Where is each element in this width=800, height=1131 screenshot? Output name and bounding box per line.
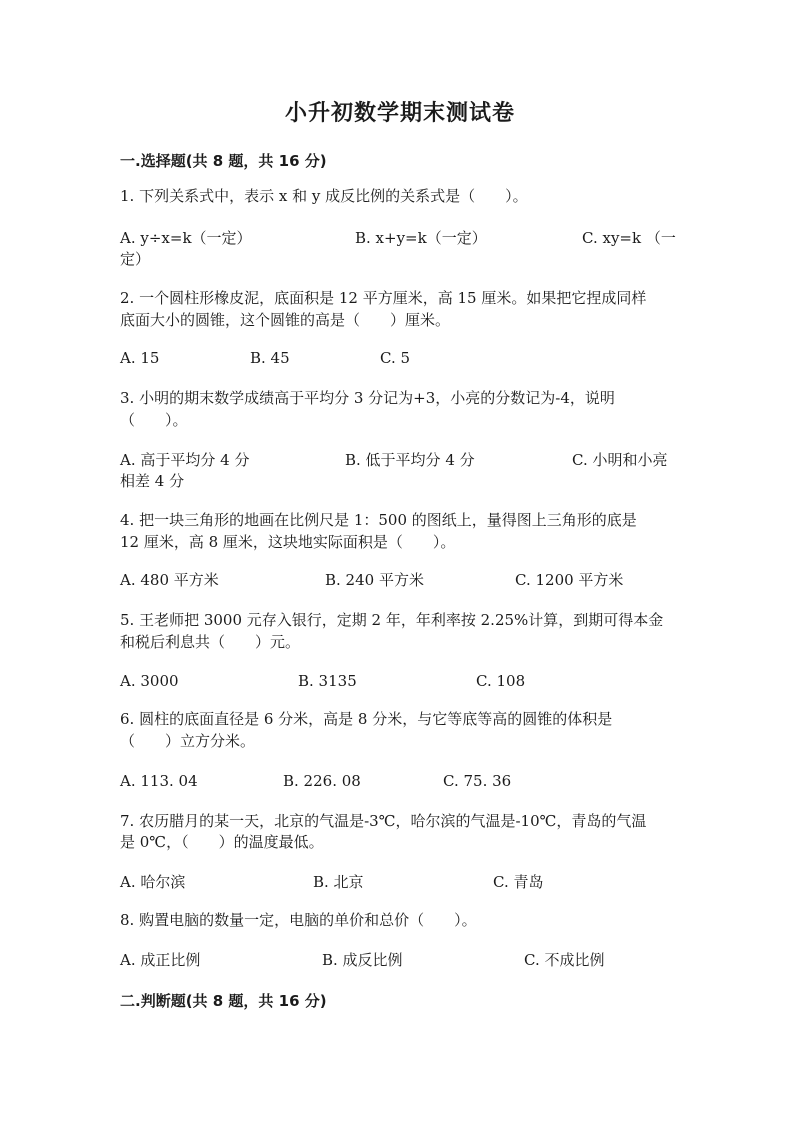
question-4-option-a: A. 480 平方米 xyxy=(120,571,219,589)
question-2-option-c: C. 5 xyxy=(380,349,411,367)
question-6-option-b: B. 226. 08 xyxy=(283,772,361,790)
question-7-option-c: C. 青岛 xyxy=(493,873,544,891)
question-4-option-b: B. 240 平方米 xyxy=(325,571,424,589)
question-4-option-c: C. 1200 平方米 xyxy=(515,571,624,589)
question-5-option-b: B. 3135 xyxy=(298,672,357,690)
question-3-option-a: A. 高于平均分 4 分 xyxy=(120,451,250,469)
question-8-text: 8. 购置电脑的数量一定，电脑的单价和总价（ ）。 xyxy=(120,911,477,929)
question-5-text-line1: 5. 王老师把 3000 元存入银行，定期 2 年，年利率按 2.25%计算，到期可得本金 xyxy=(120,611,664,629)
section-heading-choice: 一.选择题(共 8 题，共 16 分) xyxy=(120,152,327,170)
question-6-option-a: A. 113. 04 xyxy=(120,772,198,790)
question-2-text-line2: 底面大小的圆锥，这个圆锥的高是（ ）厘米。 xyxy=(120,311,451,329)
question-2-option-a: A. 15 xyxy=(120,349,160,367)
question-2-option-b: B. 45 xyxy=(250,349,290,367)
question-5-option-c: C. 108 xyxy=(476,672,526,690)
question-1-option-c: C. xy=k （一 xyxy=(582,229,676,247)
question-7-option-b: B. 北京 xyxy=(313,873,364,891)
question-2-text-line1: 2. 一个圆柱形橡皮泥，底面积是 12 平方厘米，高 15 厘米。如果把它捏成同样 xyxy=(120,289,647,307)
question-5-option-a: A. 3000 xyxy=(120,672,179,690)
question-8-option-b: B. 成反比例 xyxy=(322,951,403,969)
question-4-text-line2: 12 厘米，高 8 厘米，这块地实际面积是（ ）。 xyxy=(120,533,456,551)
question-3-text-line1: 3. 小明的期末数学成绩高于平均分 3 分记为+3，小亮的分数记为-4，说明 xyxy=(120,389,615,407)
question-3-text-line2: （ ）。 xyxy=(120,411,188,429)
question-5-text-line2: 和税后利息共（ ）元。 xyxy=(120,633,301,651)
question-7-option-a: A. 哈尔滨 xyxy=(120,873,186,891)
question-1-text: 1. 下列关系式中，表示 x 和 y 成反比例的关系式是（ ）。 xyxy=(120,187,528,205)
question-7-text-line2: 是 0℃，（ ）的温度最低。 xyxy=(120,833,324,851)
page-title: 小升初数学期末测试卷 xyxy=(284,101,515,126)
question-6-text-line2: （ ）立方分米。 xyxy=(120,732,256,750)
question-6-text-line1: 6. 圆柱的底面直径是 6 分米，高是 8 分米，与它等底等高的圆锥的体积是 xyxy=(120,710,613,728)
question-1-option-a: A. y÷x=k（一定） xyxy=(120,229,252,247)
question-6-option-c: C. 75. 36 xyxy=(443,772,512,790)
question-3-option-b: B. 低于平均分 4 分 xyxy=(345,451,475,469)
question-3-option-wrap: 相差 4 分 xyxy=(120,472,185,490)
question-7-text-line1: 7. 农历腊月的某一天，北京的气温是-3℃，哈尔滨的气温是-10℃，青岛的气温 xyxy=(120,812,647,830)
question-8-option-a: A. 成正比例 xyxy=(120,951,201,969)
question-8-option-c: C. 不成比例 xyxy=(524,951,605,969)
question-1-option-b: B. x+y=k（一定） xyxy=(355,229,487,247)
section-heading-judgment: 二.判断题(共 8 题，共 16 分) xyxy=(120,992,327,1010)
question-4-text-line1: 4. 把一块三角形的地画在比例尺是 1：500 的图纸上，量得图上三角形的底是 xyxy=(120,511,637,529)
question-3-option-c: C. 小明和小亮 xyxy=(572,451,668,469)
question-1-option-wrap: 定） xyxy=(120,250,151,268)
